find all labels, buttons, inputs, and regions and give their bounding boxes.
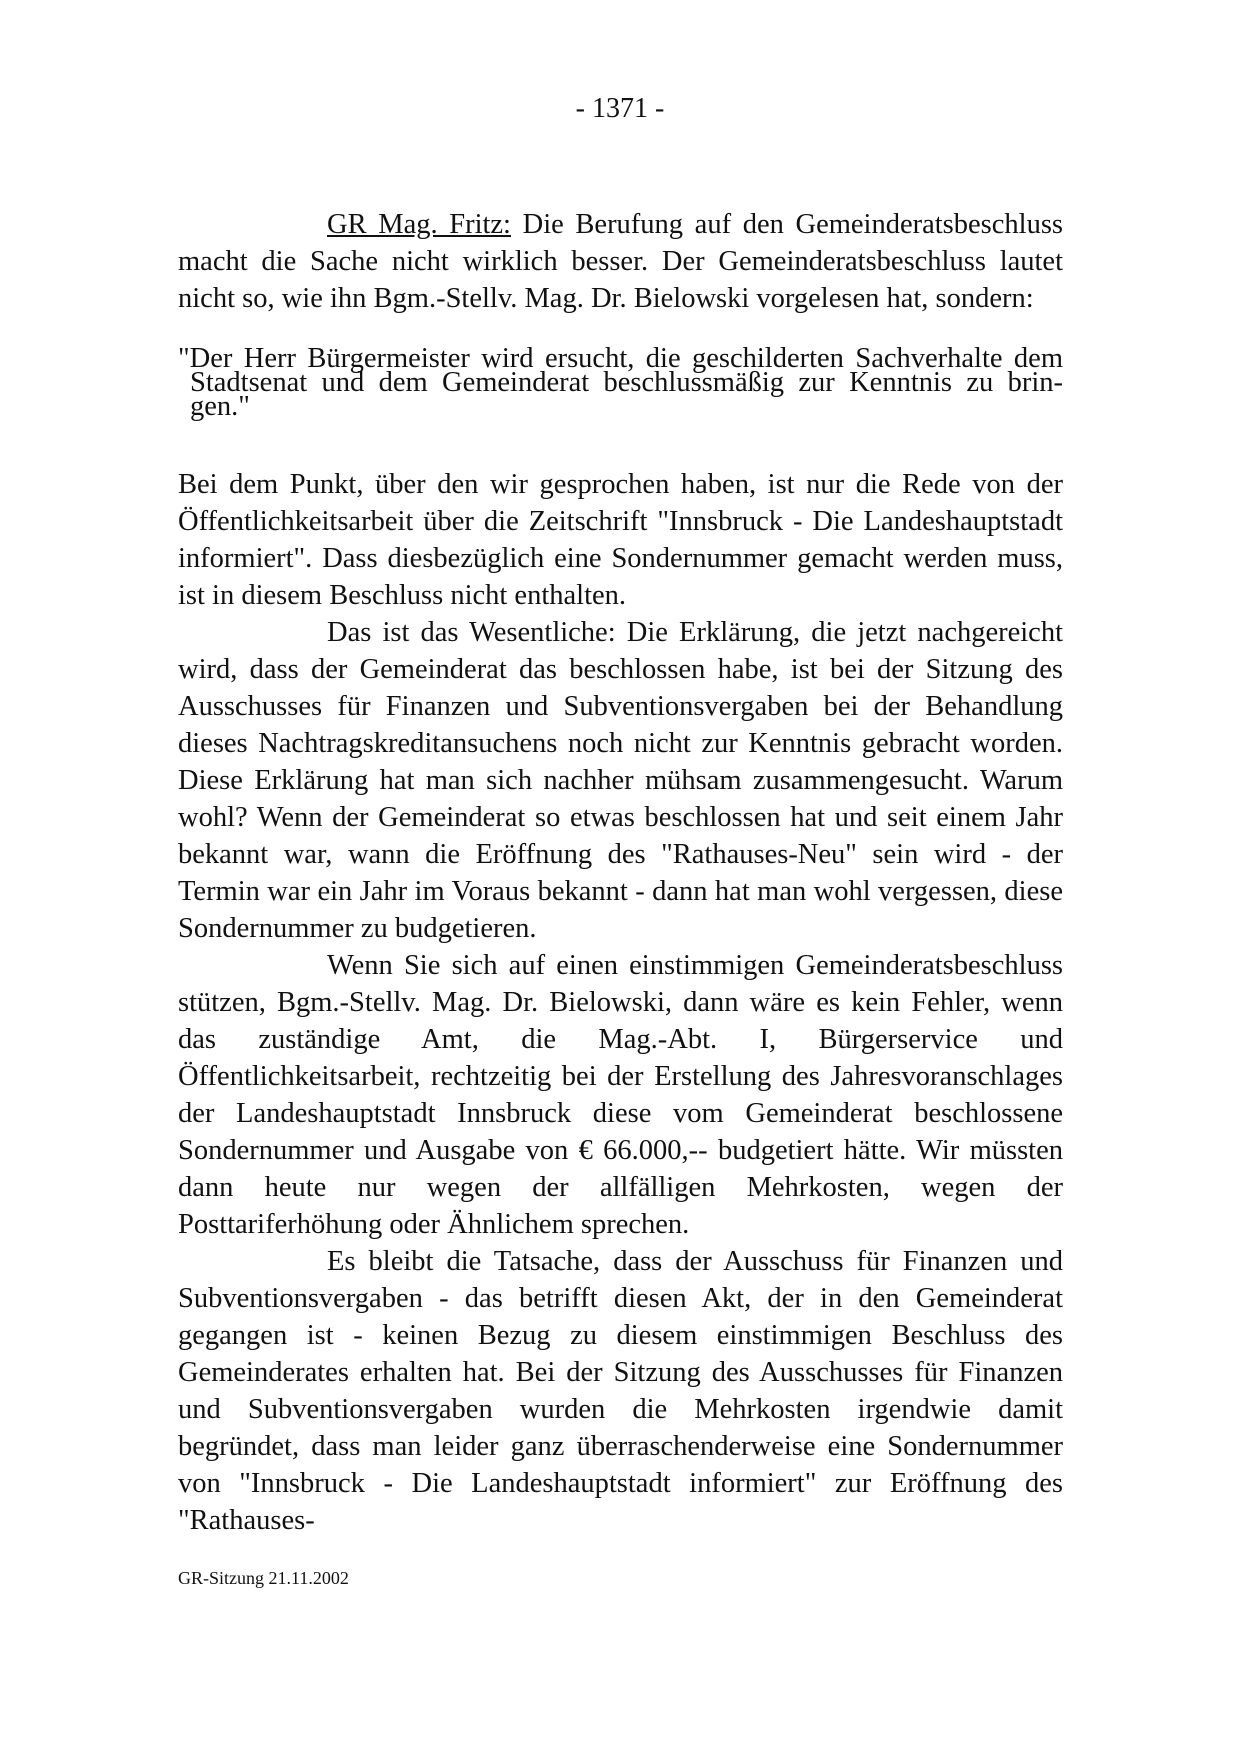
paragraph-3: Wenn Sie sich auf einen einstimmigen Gemeinderatsbeschluss stützen, Bgm.-Stellv. Mag. Dr. Bielowski, dann wäre es kein Fehler, wenn das zuständige Amt, die Mag.-Abt. I, Bürgerservice und Öffentlichkeitsarbeit, rechtzeitig bei der Erstellung des Jahresvoranschlages der Landeshauptstadt Innsbruck diese vom Gemeinderat beschlossene Sondernummer und Ausgabe von € 66.000,-- budgetiert hätte. Wir müssten dann heute nur wegen der allfälligen Mehrkosten, wegen der Posttariferhöhung oder Ähnlichem sprechen. — [178, 950, 1063, 1240]
intro-paragraph — [178, 206, 1063, 317]
body-text — [178, 466, 1063, 1539]
paragraph-1: Bei dem Punkt, über den wir gesprochen haben, ist nur die Rede von der Öffentlichkeitsarbeit über die Zeitschrift "Innsbruck - Die Landeshauptstadt informiert". Dass diesbezüglich eine Sondernummer gemacht werden muss, ist in diesem Beschluss nicht enthalten. — [178, 469, 1063, 611]
quoted-resolution — [178, 343, 1063, 422]
quote-line-2: Stadtsenat und dem Gemeinderat beschlussmäßig zur Kenntnis zu brin- — [190, 367, 1063, 398]
speaker-name: GR Mag. Fritz: — [327, 209, 511, 240]
footer-session-date: GR-Sitzung 21.11.2002 — [178, 1568, 349, 1588]
intro-text: Die Berufung auf den Gemeinderatsbeschluss macht die Sache nicht wirklich besser. Der Gemeinderatsbeschluss lautet nicht so, wie ihn Bgm.-Stellv. Mag. Dr. Bielowski vorgelesen hat, sondern: — [178, 209, 1064, 314]
quote-line-3: gen." — [190, 391, 250, 422]
paragraph-4: Es bleibt die Tatsache, dass der Ausschuss für Finanzen und Subventionsvergaben - das betrifft diesen Akt, der in den Gemeinderat gegangen ist - keinen Bezug zu diesem einstimmigen Beschluss des Gemeinderates erhalten hat. Bei der Sitzung des Ausschusses für Finanzen und Subventionsvergaben wurden die Mehrkosten irgendwie damit begründet, dass man leider ganz überraschenderweise eine Sondernummer von "Innsbruck - Die Landeshauptstadt informiert" zur Eröffnung des "Rathauses- — [178, 1246, 1063, 1536]
quote-line-1: "Der Herr Bürgermeister wird ersucht, die geschilderten Sachverhalte dem — [178, 343, 1063, 374]
page-number: - 1371 - — [575, 93, 665, 124]
paragraph-2: Das ist das Wesentliche: Die Erklärung, die jetzt nachgereicht wird, dass der Gemeinderat das beschlossen habe, ist bei der Sitzung des Ausschusses für Finanzen und Subventionsvergaben bei der Behandlung dieses Nachtragskreditansuchens noch nicht zur Kenntnis gebracht worden. Diese Erklärung hat man sich nachher mühsam zusammengesucht. Warum wohl? Wenn der Gemeinderat so etwas beschlossen hat und seit einem Jahr bekannt war, wann die Eröffnung des "Rathauses-Neu" sein wird - der Termin war ein Jahr im Voraus bekannt - dann hat man wohl vergessen, diese Sondernummer zu budgetieren. — [178, 617, 1063, 944]
